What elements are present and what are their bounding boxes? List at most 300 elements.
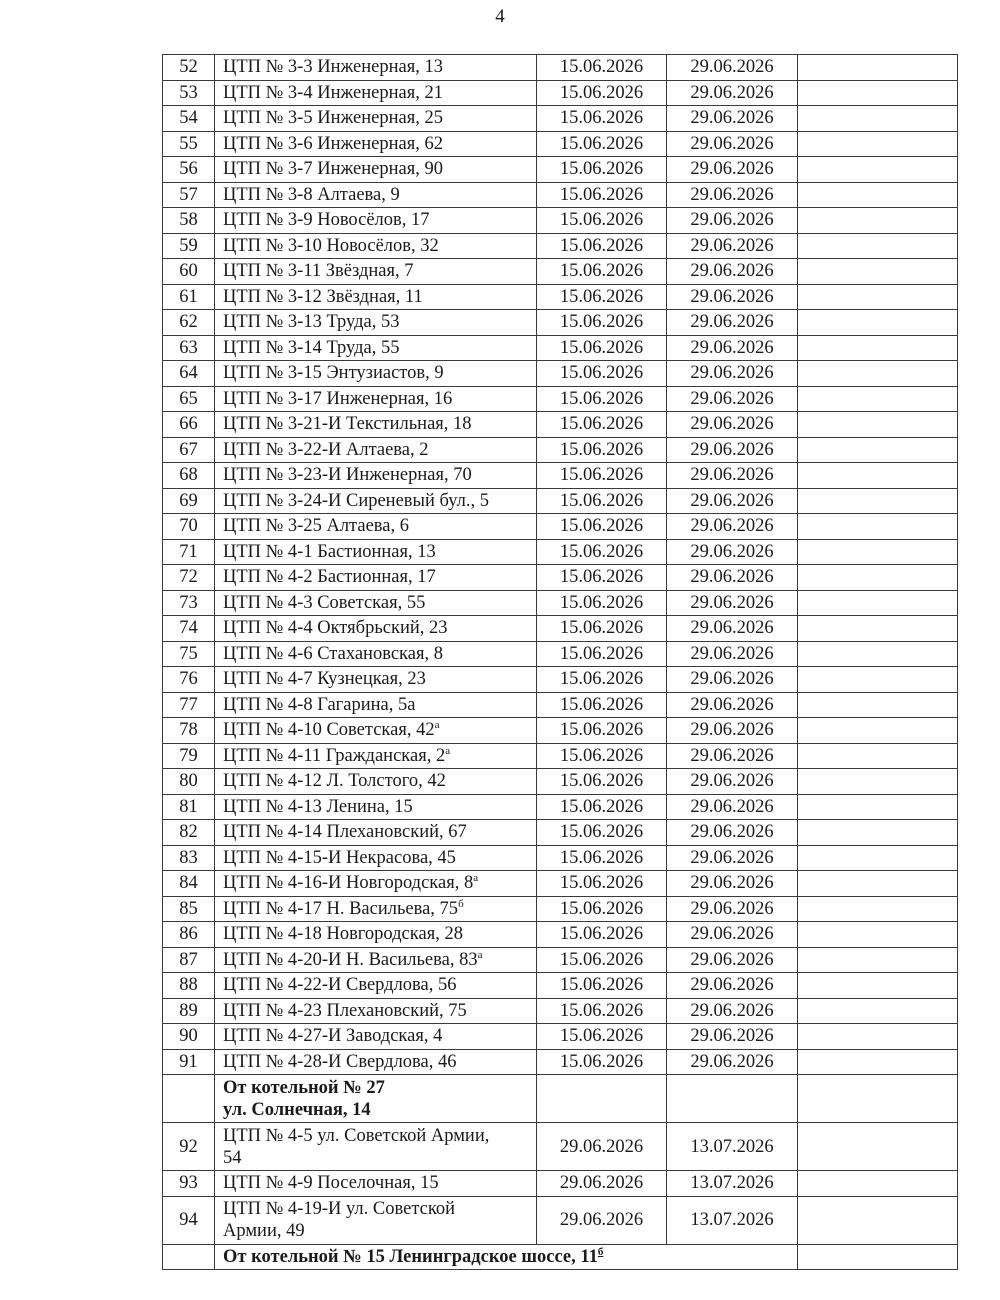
end-date-cell: 29.06.2026 <box>667 973 798 999</box>
row-number-cell: 79 <box>163 743 215 769</box>
note-cell <box>798 973 958 999</box>
object-name-cell <box>215 743 537 769</box>
row-number-cell: 57 <box>163 182 215 208</box>
section-title-cell <box>215 1075 537 1123</box>
object-name: ЦТП № 3-5 Инженерная, 25 <box>223 108 443 129</box>
object-name-cell <box>215 998 537 1024</box>
object-name-cell <box>215 131 537 157</box>
object-name-cell <box>215 233 537 259</box>
row-number-cell: 86 <box>163 922 215 948</box>
row-number-cell: 61 <box>163 284 215 310</box>
object-name: ЦТП № 3-10 Новосёлов, 32 <box>223 235 439 256</box>
object-name-line2: 54 <box>223 1147 242 1168</box>
row-number-cell: 69 <box>163 488 215 514</box>
object-name: ЦТП № 4-16-И Новгородская, 8 <box>223 873 474 894</box>
table-row <box>163 386 958 412</box>
end-date-cell: 29.06.2026 <box>667 488 798 514</box>
object-name-cell <box>215 310 537 336</box>
object-name-cell <box>215 106 537 132</box>
note-cell <box>798 1171 958 1197</box>
row-number-cell: 54 <box>163 106 215 132</box>
row-number-cell: 92 <box>163 1123 215 1171</box>
note-cell <box>798 310 958 336</box>
start-date-cell: 15.06.2026 <box>537 743 667 769</box>
object-name-cell <box>215 488 537 514</box>
object-name-cell <box>215 80 537 106</box>
end-date-cell: 29.06.2026 <box>667 871 798 897</box>
start-date-cell: 29.06.2026 <box>537 1171 667 1197</box>
object-name: ЦТП № 3-25 Алтаева, 6 <box>223 516 409 537</box>
table-row <box>163 335 958 361</box>
end-date-cell: 29.06.2026 <box>667 55 798 81</box>
table-row <box>163 55 958 81</box>
row-number-cell: 81 <box>163 794 215 820</box>
end-date-cell: 29.06.2026 <box>667 743 798 769</box>
object-name-cell <box>215 412 537 438</box>
end-date-cell: 29.06.2026 <box>667 820 798 846</box>
end-date-cell: 29.06.2026 <box>667 335 798 361</box>
start-date-cell: 15.06.2026 <box>537 590 667 616</box>
start-date-cell: 15.06.2026 <box>537 208 667 234</box>
table-row <box>163 820 958 846</box>
object-name-line1: ЦТП № 4-19-И ул. Советской <box>223 1199 456 1219</box>
start-date-cell: 15.06.2026 <box>537 361 667 387</box>
start-date-cell: 15.06.2026 <box>537 310 667 336</box>
table-row <box>163 1171 958 1197</box>
end-date-cell: 29.06.2026 <box>667 310 798 336</box>
start-date-cell: 15.06.2026 <box>537 794 667 820</box>
object-name: ЦТП № 3-12 Звёздная, 11 <box>223 286 423 307</box>
row-number-cell: 76 <box>163 667 215 693</box>
start-date-cell: 15.06.2026 <box>537 998 667 1024</box>
object-name-cell <box>215 361 537 387</box>
row-number-cell: 90 <box>163 1024 215 1050</box>
start-date-cell: 15.06.2026 <box>537 284 667 310</box>
footnote-superscript: б <box>597 1245 604 1258</box>
table-row <box>163 947 958 973</box>
object-name: ЦТП № 3-23-И Инженерная, 70 <box>223 465 472 486</box>
start-date-cell: 15.06.2026 <box>537 233 667 259</box>
row-number-cell: 85 <box>163 896 215 922</box>
end-date-cell: 13.07.2026 <box>667 1123 798 1171</box>
end-date-cell: 29.06.2026 <box>667 539 798 565</box>
end-date-cell: 29.06.2026 <box>667 463 798 489</box>
table-row <box>163 973 958 999</box>
end-date-cell: 29.06.2026 <box>667 233 798 259</box>
object-name-cell <box>215 208 537 234</box>
table-row <box>163 310 958 336</box>
start-date-cell: 15.06.2026 <box>537 769 667 795</box>
table-row <box>163 259 958 285</box>
row-number-cell: 52 <box>163 55 215 81</box>
note-cell <box>798 463 958 489</box>
note-cell <box>798 922 958 948</box>
end-date-cell: 29.06.2026 <box>667 182 798 208</box>
note-cell <box>798 284 958 310</box>
object-name: ЦТП № 3-6 Инженерная, 62 <box>223 133 443 154</box>
end-date-cell: 29.06.2026 <box>667 259 798 285</box>
start-date-cell: 15.06.2026 <box>537 488 667 514</box>
object-name: ЦТП № 4-11 Гражданская, 2 <box>223 745 446 766</box>
start-date-cell: 15.06.2026 <box>537 692 667 718</box>
object-name-cell <box>215 565 537 591</box>
end-date-cell: 29.06.2026 <box>667 794 798 820</box>
object-name: ЦТП № 4-15-И Некрасова, 45 <box>223 847 456 868</box>
footnote-superscript: б <box>458 897 464 910</box>
note-cell <box>798 616 958 642</box>
row-number-cell: 72 <box>163 565 215 591</box>
end-date-cell: 29.06.2026 <box>667 80 798 106</box>
object-name-cell <box>215 539 537 565</box>
note-cell <box>798 743 958 769</box>
object-name-cell <box>215 437 537 463</box>
start-date-cell: 15.06.2026 <box>537 157 667 183</box>
object-name-cell <box>215 1123 537 1171</box>
note-cell <box>798 1123 958 1171</box>
table-row <box>163 667 958 693</box>
object-name-cell <box>215 718 537 744</box>
table-row <box>163 565 958 591</box>
start-date-cell: 15.06.2026 <box>537 845 667 871</box>
start-date-cell: 15.06.2026 <box>537 259 667 285</box>
footnote-superscript: а <box>445 744 451 757</box>
table-row <box>163 769 958 795</box>
object-name: ЦТП № 4-7 Кузнецкая, 23 <box>223 669 426 690</box>
note-cell <box>798 539 958 565</box>
end-date-cell <box>667 1075 798 1123</box>
end-date-cell: 29.06.2026 <box>667 718 798 744</box>
object-name: ЦТП № 4-2 Бастионная, 17 <box>223 567 436 588</box>
object-name: ЦТП № 3-7 Инженерная, 90 <box>223 159 443 180</box>
end-date-cell: 29.06.2026 <box>667 386 798 412</box>
section-boiler-15 <box>163 1244 958 1270</box>
start-date-cell: 29.06.2026 <box>537 1196 667 1244</box>
end-date-cell: 13.07.2026 <box>667 1196 798 1244</box>
end-date-cell: 29.06.2026 <box>667 641 798 667</box>
row-number-cell: 88 <box>163 973 215 999</box>
table-row <box>163 922 958 948</box>
row-number-cell <box>163 1075 215 1123</box>
note-cell <box>798 641 958 667</box>
end-date-cell: 29.06.2026 <box>667 692 798 718</box>
note-cell <box>798 131 958 157</box>
object-name: ЦТП № 3-8 Алтаева, 9 <box>223 184 400 205</box>
note-cell <box>798 590 958 616</box>
start-date-cell: 15.06.2026 <box>537 539 667 565</box>
note-cell <box>798 386 958 412</box>
row-number-cell: 55 <box>163 131 215 157</box>
object-name: ЦТП № 3-24-И Сиреневый бул., 5 <box>223 490 489 511</box>
end-date-cell: 29.06.2026 <box>667 514 798 540</box>
end-date-cell: 29.06.2026 <box>667 284 798 310</box>
page-number: 4 <box>495 6 505 27</box>
object-name-cell <box>215 794 537 820</box>
table-row <box>163 157 958 183</box>
note-cell <box>798 998 958 1024</box>
object-name-cell <box>215 335 537 361</box>
start-date-cell: 15.06.2026 <box>537 131 667 157</box>
row-number-cell: 78 <box>163 718 215 744</box>
note-cell <box>798 718 958 744</box>
object-name: ЦТП № 4-23 Плехановский, 75 <box>223 1000 467 1021</box>
note-cell <box>798 692 958 718</box>
table-row <box>163 871 958 897</box>
object-name-cell <box>215 157 537 183</box>
row-number-cell: 74 <box>163 616 215 642</box>
start-date-cell: 29.06.2026 <box>537 1123 667 1171</box>
section-boiler-27 <box>163 1075 958 1245</box>
end-date-cell: 29.06.2026 <box>667 998 798 1024</box>
start-date-cell: 15.06.2026 <box>537 463 667 489</box>
note-cell <box>798 412 958 438</box>
table-row <box>163 998 958 1024</box>
schedule-table-body <box>163 55 958 1075</box>
note-cell <box>798 488 958 514</box>
note-cell <box>798 106 958 132</box>
end-date-cell: 29.06.2026 <box>667 565 798 591</box>
row-number-cell: 84 <box>163 871 215 897</box>
table-row <box>163 896 958 922</box>
note-cell <box>798 437 958 463</box>
note-cell <box>798 565 958 591</box>
row-number-cell: 66 <box>163 412 215 438</box>
row-number-cell: 73 <box>163 590 215 616</box>
start-date-cell: 15.06.2026 <box>537 55 667 81</box>
start-date-cell: 15.06.2026 <box>537 820 667 846</box>
table-row <box>163 514 958 540</box>
row-number-cell: 82 <box>163 820 215 846</box>
note-cell <box>798 947 958 973</box>
object-name-cell <box>215 590 537 616</box>
object-name: ЦТП № 4-22-И Свердлова, 56 <box>223 975 457 996</box>
object-name-cell <box>215 259 537 285</box>
note-cell <box>798 182 958 208</box>
row-number-cell: 89 <box>163 998 215 1024</box>
object-name-cell <box>215 947 537 973</box>
object-name-cell <box>215 973 537 999</box>
note-cell <box>798 233 958 259</box>
start-date-cell: 15.06.2026 <box>537 922 667 948</box>
object-name-line1: ЦТП № 4-5 ул. Советской Армии, <box>223 1125 490 1146</box>
table-row <box>163 590 958 616</box>
end-date-cell: 13.07.2026 <box>667 1171 798 1197</box>
object-name-cell <box>215 514 537 540</box>
start-date-cell: 15.06.2026 <box>537 565 667 591</box>
end-date-cell: 29.06.2026 <box>667 208 798 234</box>
object-name-cell <box>215 896 537 922</box>
start-date-cell: 15.06.2026 <box>537 106 667 132</box>
end-date-cell: 29.06.2026 <box>667 616 798 642</box>
end-date-cell: 29.06.2026 <box>667 896 798 922</box>
table-row <box>163 412 958 438</box>
end-date-cell: 29.06.2026 <box>667 1024 798 1050</box>
object-name-cell <box>215 1024 537 1050</box>
object-name-cell <box>215 616 537 642</box>
note-cell <box>798 259 958 285</box>
table-row <box>163 233 958 259</box>
start-date-cell: 15.06.2026 <box>537 1049 667 1075</box>
row-number-cell: 91 <box>163 1049 215 1075</box>
row-number-cell: 59 <box>163 233 215 259</box>
row-number-cell: 75 <box>163 641 215 667</box>
note-cell <box>798 1244 958 1270</box>
table-row <box>163 1024 958 1050</box>
row-number-cell: 77 <box>163 692 215 718</box>
object-name: ЦТП № 3-21-И Текстильная, 18 <box>223 414 472 435</box>
start-date-cell: 15.06.2026 <box>537 412 667 438</box>
table-row <box>163 1123 958 1171</box>
start-date-cell: 15.06.2026 <box>537 616 667 642</box>
table-row <box>163 488 958 514</box>
table-row <box>163 616 958 642</box>
section-title: От котельной № 15 Ленинградское шоссе, 11 <box>223 1246 598 1267</box>
note-cell <box>798 335 958 361</box>
object-name-cell <box>215 641 537 667</box>
row-number-cell <box>163 1244 215 1270</box>
note-cell <box>798 769 958 795</box>
object-name: ЦТП № 4-8 Гагарина, 5а <box>223 694 416 715</box>
row-number-cell: 56 <box>163 157 215 183</box>
table-row <box>163 361 958 387</box>
object-name: ЦТП № 3-11 Звёздная, 7 <box>223 261 414 282</box>
table-row <box>163 182 958 208</box>
row-number-cell: 64 <box>163 361 215 387</box>
note-cell <box>798 845 958 871</box>
table-row <box>163 463 958 489</box>
object-name-cell <box>215 463 537 489</box>
object-name-cell <box>215 386 537 412</box>
table-row <box>163 641 958 667</box>
note-cell <box>798 1075 958 1123</box>
row-number-cell: 94 <box>163 1196 215 1244</box>
object-name-cell <box>215 692 537 718</box>
object-name: ЦТП № 4-12 Л. Толстого, 42 <box>223 771 446 792</box>
table-row <box>163 1196 958 1244</box>
end-date-cell: 29.06.2026 <box>667 437 798 463</box>
object-name-cell: ЦТП № 4-9 Поселочная, 15 <box>215 1171 537 1197</box>
table-row <box>163 845 958 871</box>
end-date-cell: 29.06.2026 <box>667 106 798 132</box>
object-name: ЦТП № 4-18 Новгородская, 28 <box>223 924 463 945</box>
object-name: ЦТП № 3-9 Новосёлов, 17 <box>223 210 430 231</box>
section-title-cell <box>215 1244 798 1270</box>
object-name-cell <box>215 871 537 897</box>
start-date-cell: 15.06.2026 <box>537 514 667 540</box>
schedule-table <box>162 54 958 1270</box>
footnote-superscript: а <box>477 948 483 961</box>
end-date-cell: 29.06.2026 <box>667 769 798 795</box>
start-date-cell: 15.06.2026 <box>537 386 667 412</box>
footnote-superscript: а <box>473 872 479 885</box>
table-row <box>163 692 958 718</box>
object-name: ЦТП № 4-27-И Заводская, 4 <box>223 1026 443 1047</box>
object-name: ЦТП № 3-15 Энтузиастов, 9 <box>223 363 444 384</box>
section-title-line2: ул. Солнечная, 14 <box>223 1099 371 1120</box>
table-row <box>163 794 958 820</box>
end-date-cell: 29.06.2026 <box>667 412 798 438</box>
note-cell <box>798 514 958 540</box>
note-cell <box>798 1024 958 1050</box>
object-name-cell <box>215 1196 537 1244</box>
object-name: ЦТП № 4-20-И Н. Васильева, 83 <box>223 949 478 970</box>
table-row <box>163 80 958 106</box>
note-cell <box>798 871 958 897</box>
end-date-cell: 29.06.2026 <box>667 845 798 871</box>
end-date-cell: 29.06.2026 <box>667 667 798 693</box>
row-number-cell: 87 <box>163 947 215 973</box>
object-name-cell <box>215 284 537 310</box>
start-date-cell: 15.06.2026 <box>537 871 667 897</box>
object-name: ЦТП № 3-14 Труда, 55 <box>223 337 400 358</box>
note-cell <box>798 820 958 846</box>
start-date-cell: 15.06.2026 <box>537 80 667 106</box>
start-date-cell: 15.06.2026 <box>537 182 667 208</box>
start-date-cell: 15.06.2026 <box>537 667 667 693</box>
table-row <box>163 131 958 157</box>
row-number-cell: 58 <box>163 208 215 234</box>
start-date-cell: 15.06.2026 <box>537 437 667 463</box>
row-number-cell: 60 <box>163 259 215 285</box>
object-name: ЦТП № 3-3 Инженерная, 13 <box>223 57 443 78</box>
object-name: ЦТП № 4-6 Стахановская, 8 <box>223 643 443 664</box>
note-cell <box>798 80 958 106</box>
object-name-cell <box>215 55 537 81</box>
object-name-cell <box>215 182 537 208</box>
row-number-cell: 65 <box>163 386 215 412</box>
object-name: ЦТП № 4-14 Плехановский, 67 <box>223 822 467 843</box>
object-name: ЦТП № 4-13 Ленина, 15 <box>223 796 413 817</box>
object-name: ЦТП № 3-22-И Алтаева, 2 <box>223 439 429 460</box>
section-header-row <box>163 1244 958 1270</box>
end-date-cell: 29.06.2026 <box>667 131 798 157</box>
row-number-cell: 53 <box>163 80 215 106</box>
row-number-cell: 70 <box>163 514 215 540</box>
object-name-cell <box>215 922 537 948</box>
table-row <box>163 743 958 769</box>
start-date-cell: 15.06.2026 <box>537 896 667 922</box>
note-cell <box>798 208 958 234</box>
row-number-cell: 83 <box>163 845 215 871</box>
row-number-cell: 63 <box>163 335 215 361</box>
note-cell <box>798 55 958 81</box>
row-number-cell: 71 <box>163 539 215 565</box>
object-name: ЦТП № 3-17 Инженерная, 16 <box>223 388 453 409</box>
row-number-cell: 62 <box>163 310 215 336</box>
row-number-cell: 93 <box>163 1171 215 1197</box>
start-date-cell: 15.06.2026 <box>537 335 667 361</box>
end-date-cell: 29.06.2026 <box>667 1049 798 1075</box>
end-date-cell: 29.06.2026 <box>667 590 798 616</box>
object-name: ЦТП № 4-28-И Свердлова, 46 <box>223 1051 457 1072</box>
row-number-cell: 67 <box>163 437 215 463</box>
table-row <box>163 1049 958 1075</box>
object-name-cell <box>215 820 537 846</box>
object-name: ЦТП № 4-4 Октябрьский, 23 <box>223 618 448 639</box>
object-name-line2: Армии, 49 <box>223 1221 305 1241</box>
table-row <box>163 539 958 565</box>
object-name: ЦТП № 3-4 Инженерная, 21 <box>223 82 443 103</box>
start-date-cell: 15.06.2026 <box>537 973 667 999</box>
table-row <box>163 718 958 744</box>
section-header-row <box>163 1075 958 1123</box>
object-name-cell <box>215 1049 537 1075</box>
section-title-line1: От котельной № 27 <box>223 1077 385 1098</box>
end-date-cell: 29.06.2026 <box>667 947 798 973</box>
object-name: ЦТП № 4-10 Советская, 42 <box>223 720 435 741</box>
note-cell <box>798 157 958 183</box>
object-name-cell <box>215 845 537 871</box>
object-name: ЦТП № 4-3 Советская, 55 <box>223 592 426 613</box>
